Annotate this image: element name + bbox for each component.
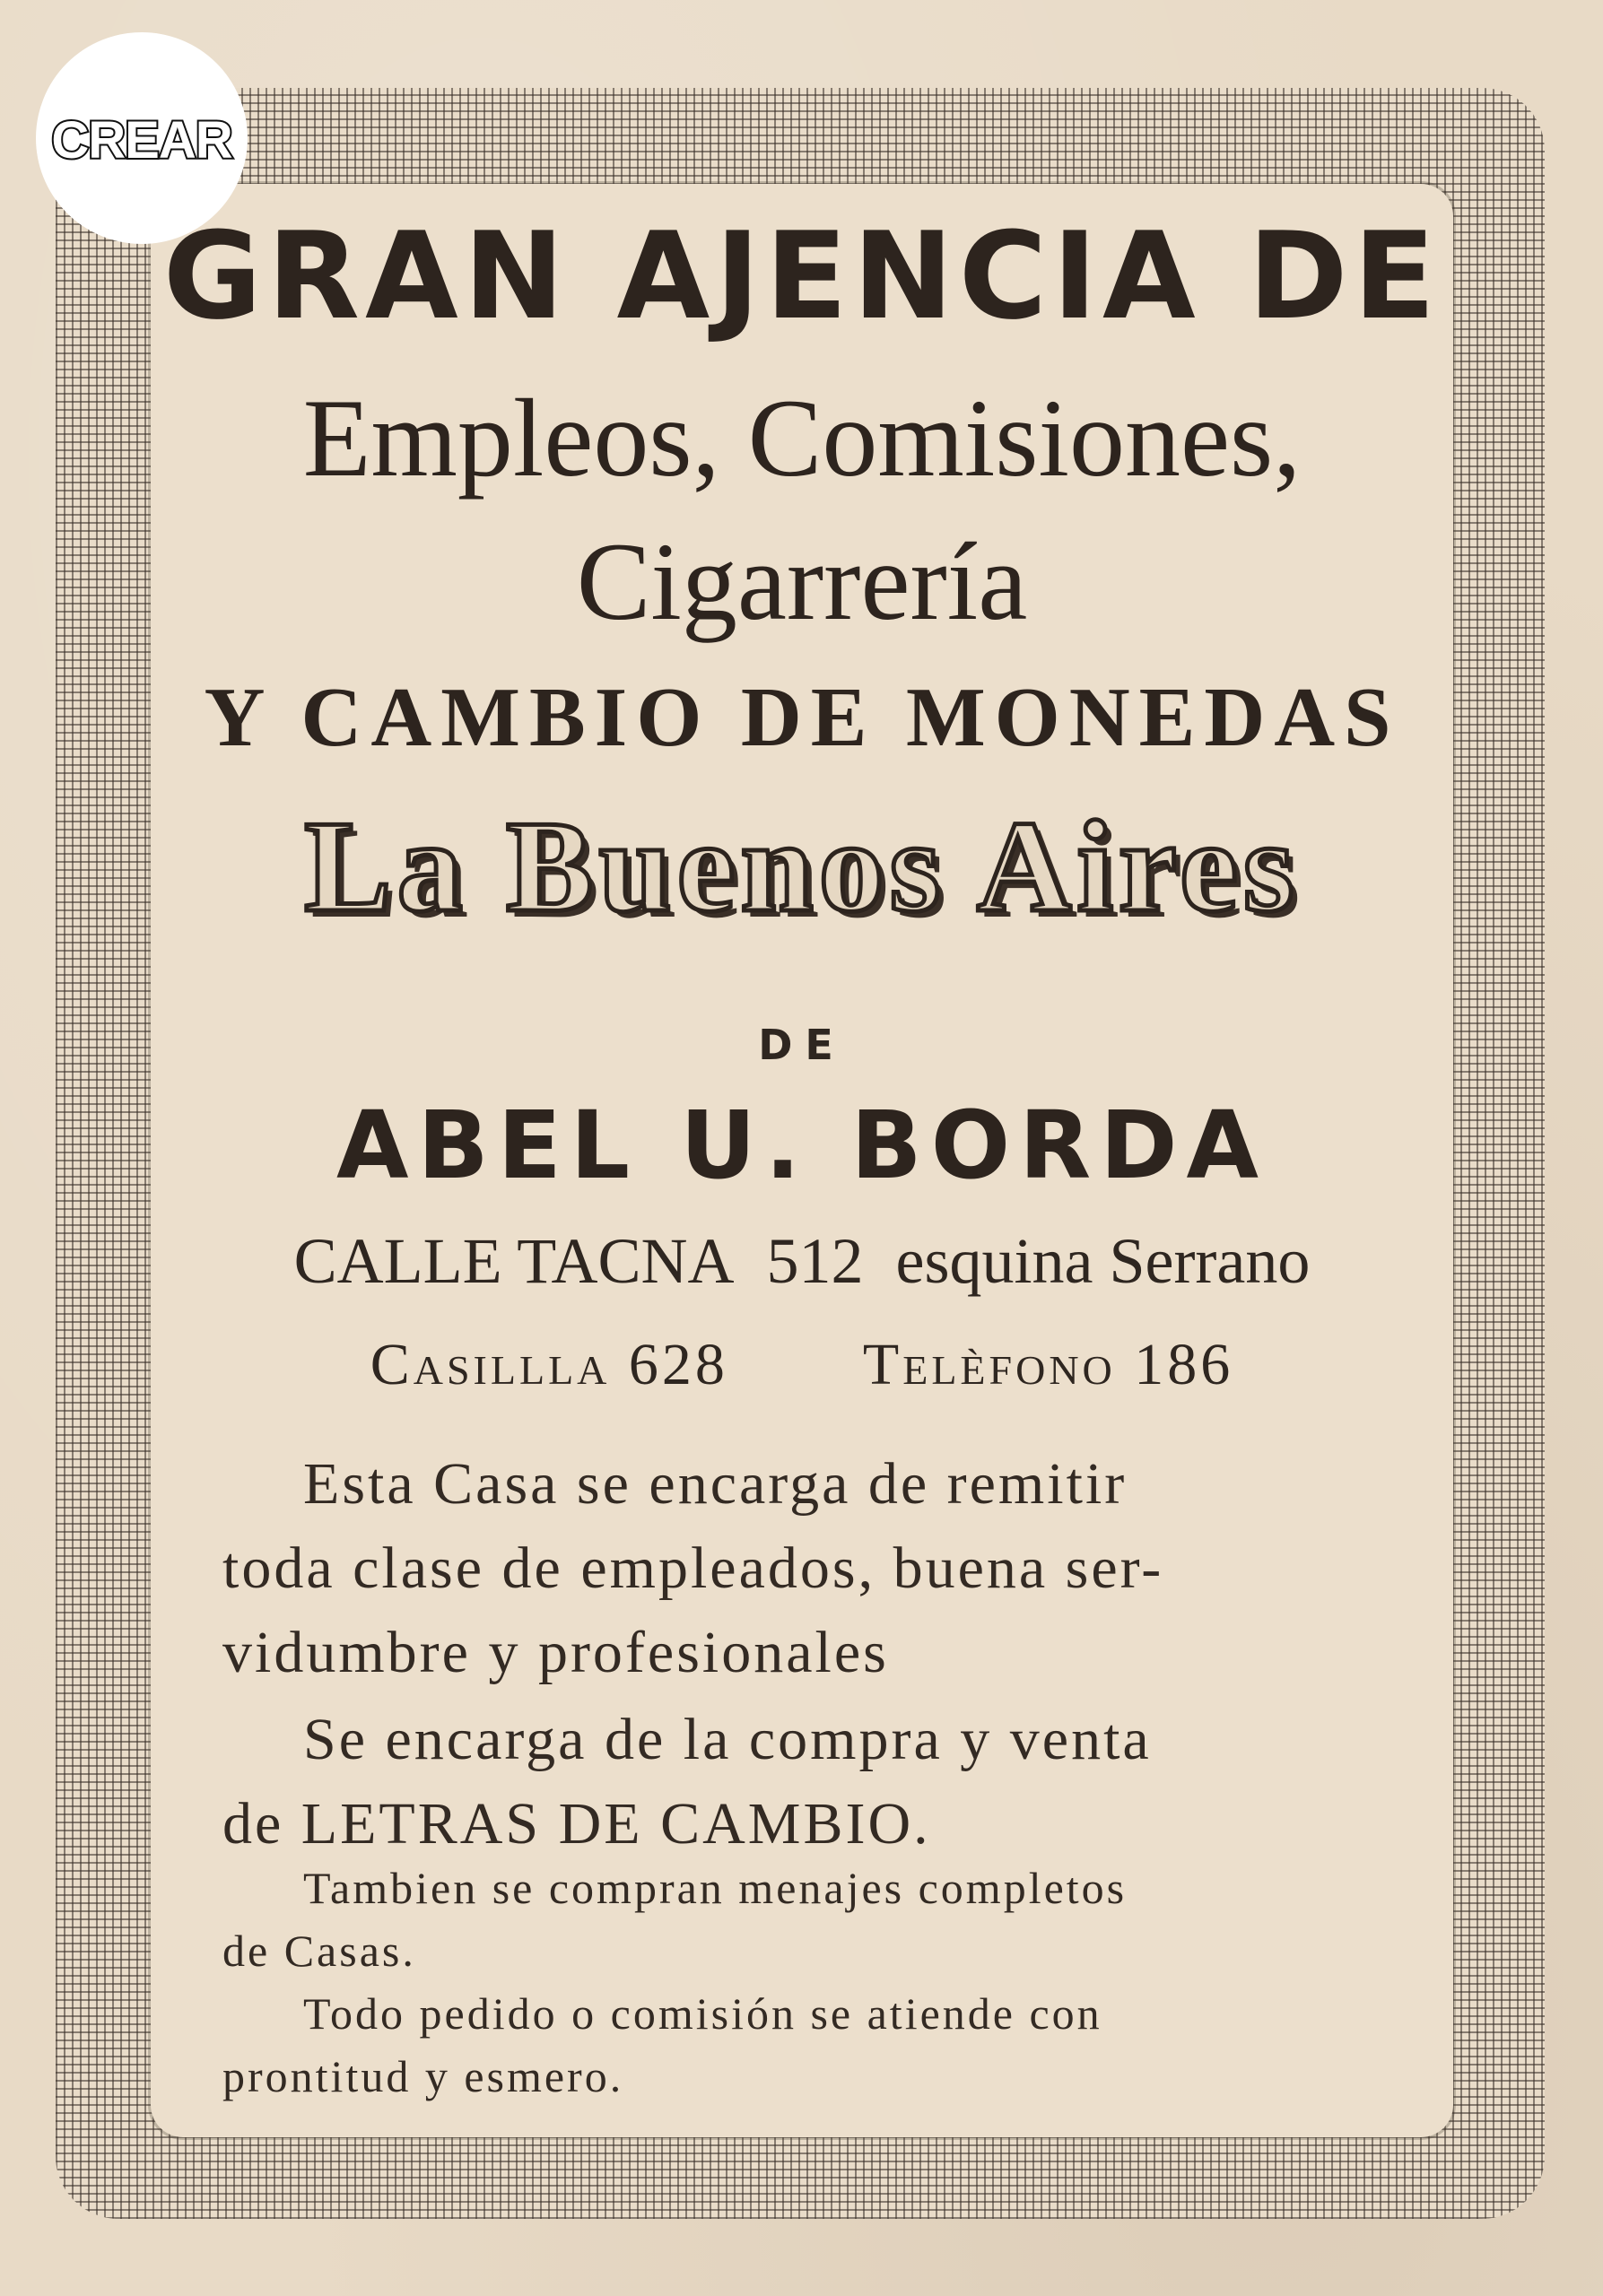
paragraph-line: Esta Casa se encarga de remitir	[303, 1451, 1128, 1517]
telefono: Telèfono 186	[862, 1332, 1234, 1397]
contact-line	[151, 1331, 1453, 1399]
paragraph-line: prontitud y esmero.	[222, 2051, 624, 2101]
paragraph-line: Tambien se compran menajes completos	[303, 1863, 1128, 1913]
logo-text: CREAR	[51, 111, 232, 170]
headline-cigarreria: Cigarrería	[576, 520, 1028, 643]
paragraph-line: Todo pedido o comisión se atiende con	[303, 1988, 1102, 2039]
paragraph-menajes	[222, 1857, 1429, 2108]
paragraph-remitir	[222, 1442, 1429, 1695]
de-label: DE	[758, 1021, 846, 1069]
paragraph-line: Se encarga de la compra y venta	[303, 1707, 1152, 1772]
paragraph-letras	[222, 1698, 1429, 1866]
street-corner: esquina Serrano	[895, 1225, 1311, 1297]
brand-name: La Buenos Aires	[304, 794, 1300, 939]
paragraph-line: de LETRAS DE CAMBIO.	[222, 1791, 931, 1857]
street-address	[151, 1224, 1453, 1299]
street-name: CALLE TACNA	[293, 1225, 735, 1297]
owner-name: ABEL U. BORDA	[335, 1091, 1268, 1200]
paragraph-line: vidumbre y profesionales	[222, 1620, 889, 1685]
headline-services: Empleos, Comisiones,	[302, 377, 1302, 500]
casilla: Casillla 628	[370, 1332, 728, 1397]
paragraph-line: toda clase de empleados, buena ser-	[222, 1535, 1164, 1601]
paragraph-line: de Casas.	[222, 1926, 416, 1976]
headline-title: GRAN AJENCIA DE	[162, 206, 1442, 346]
headline-cambio: Y CAMBIO DE MONEDAS	[204, 671, 1400, 764]
street-number: 512	[766, 1225, 864, 1297]
